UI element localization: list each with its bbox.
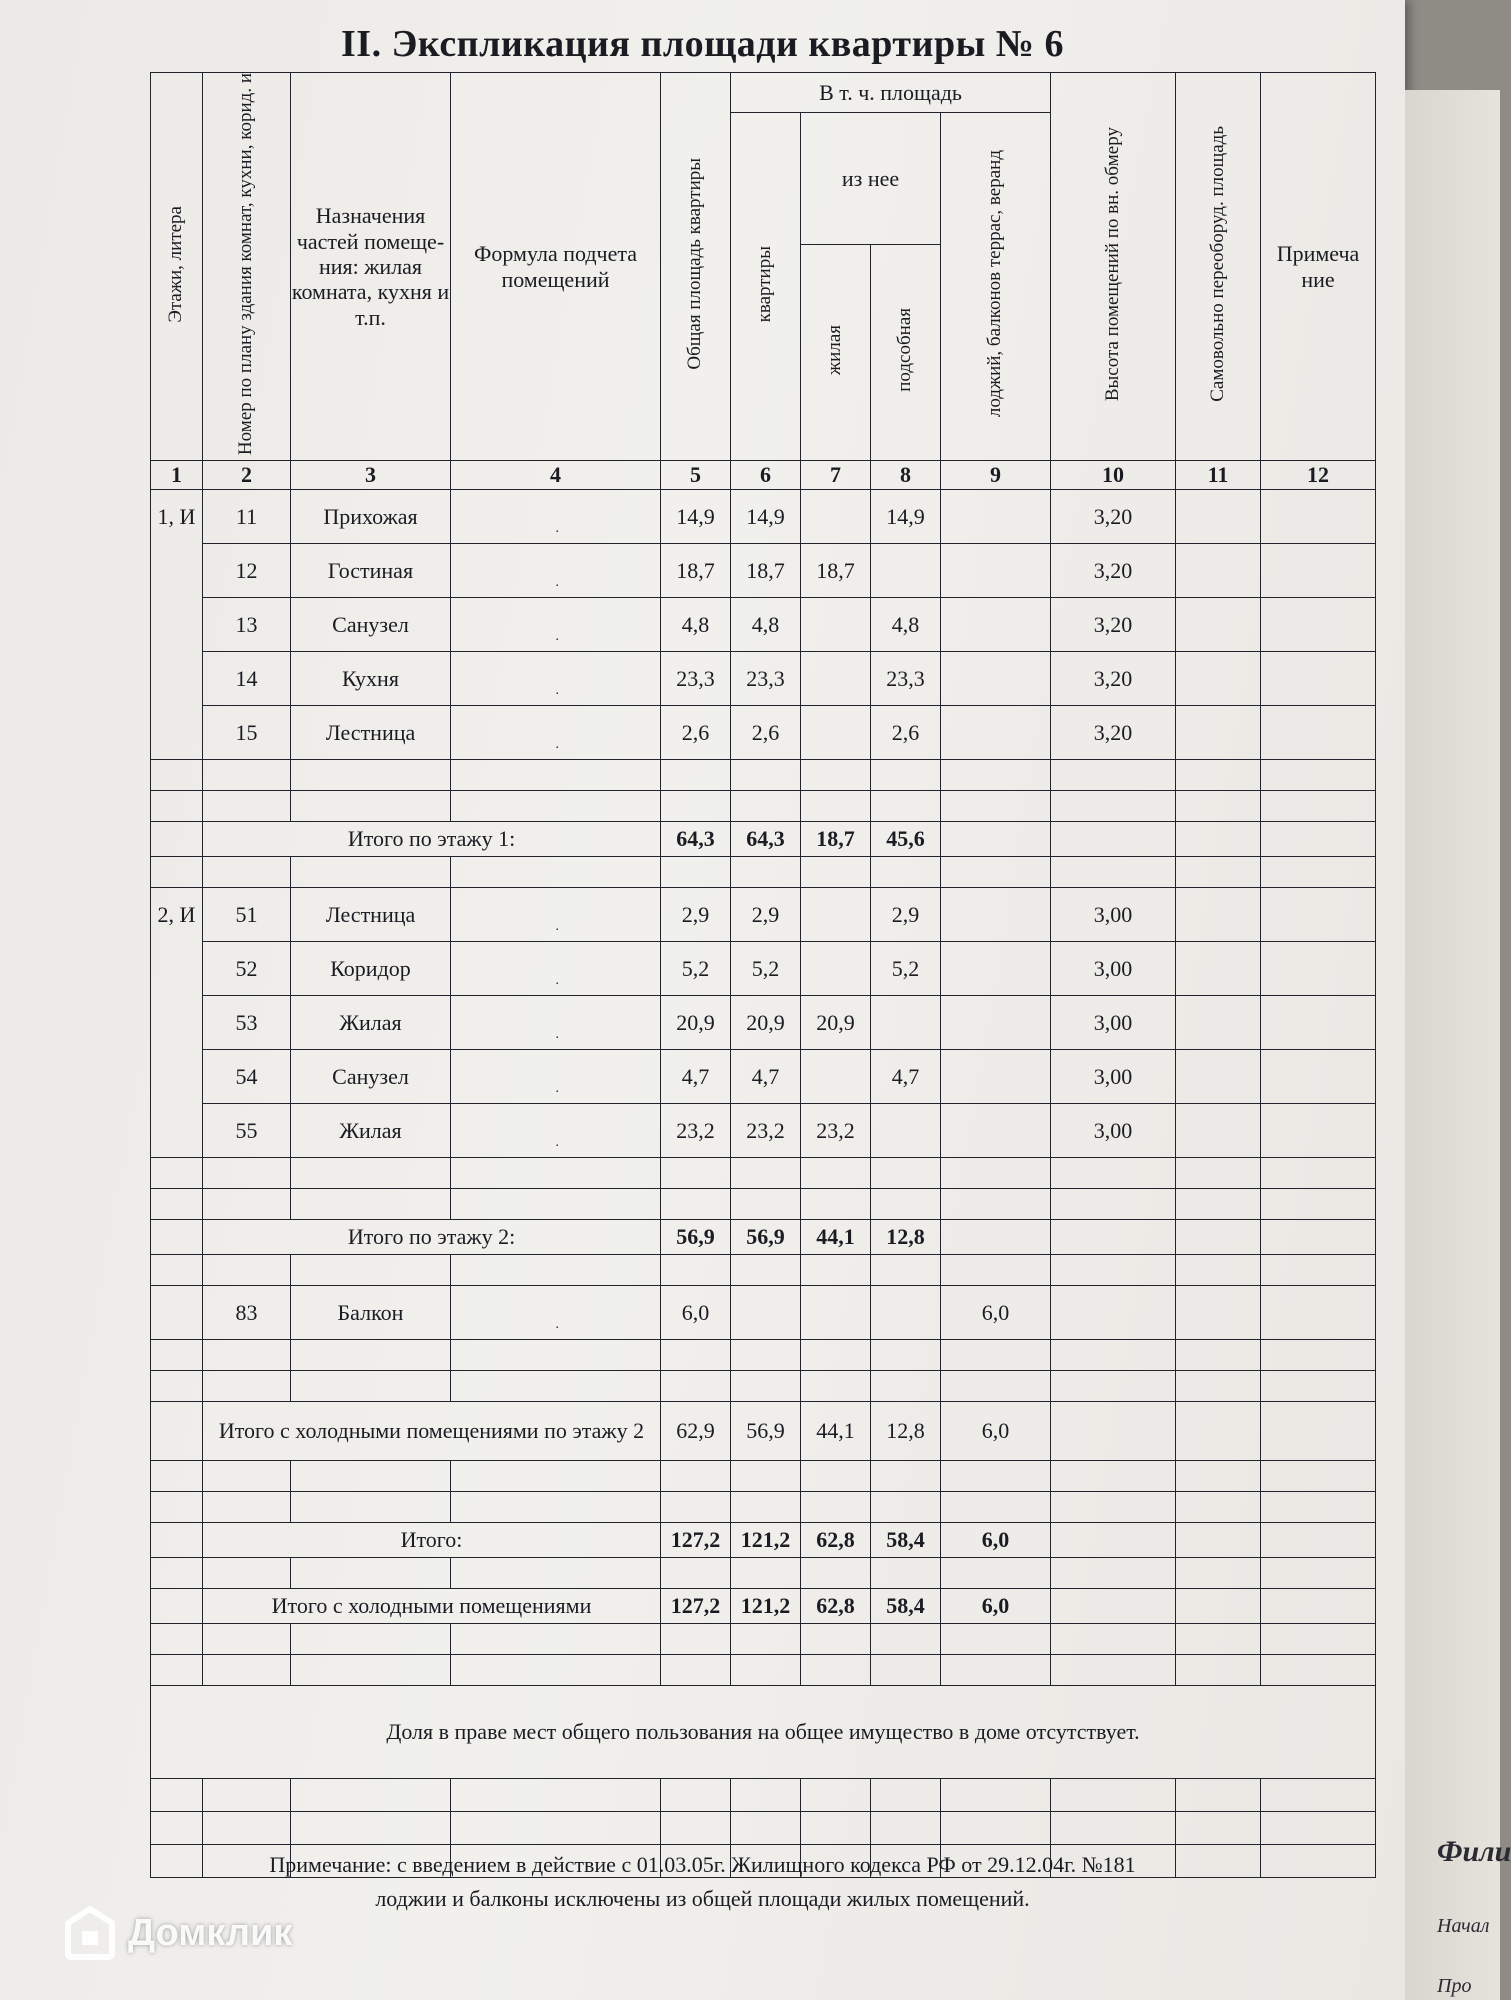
empty-row — [151, 760, 1376, 791]
side-text-3: Про — [1437, 1975, 1472, 1997]
grand-cold-total-row: Итого с холодными помещениями 127,2 121,2 62,8 58,4 6,0 — [151, 1589, 1376, 1624]
adjacent-page — [1405, 90, 1511, 2000]
header-unauthorized: Самовольно переоборуд. площадь — [1176, 73, 1261, 461]
header-note: Примеча ние — [1261, 73, 1376, 461]
empty-row — [151, 1189, 1376, 1220]
header-height: Высота помещений по вн. обмеру — [1051, 73, 1176, 461]
watermark-text: Домклик — [128, 1911, 293, 1954]
empty-row — [151, 857, 1376, 888]
table-row: 1, И 11 Прихожая . 14,9 14,9 14,9 3,20 — [151, 490, 1376, 544]
document-title: II. Экспликация площади квартиры № 6 — [341, 23, 1064, 65]
empty-row — [151, 1779, 1376, 1812]
empty-row — [151, 1340, 1376, 1371]
table-row: 54 Санузел . 4,7 4,7 4,7 3,00 — [151, 1050, 1376, 1104]
footnote-line-2: лоджии и балконы исключены из общей площади жилых помещений. — [375, 1886, 1030, 1911]
empty-row — [151, 1624, 1376, 1655]
empty-row — [151, 1255, 1376, 1286]
header-total-area: Общая площадь квартиры — [661, 73, 731, 461]
grand-total-row: Итого: 127,2 121,2 62,8 58,4 6,0 — [151, 1523, 1376, 1558]
floor2-total-row: Итого по этажу 2: 56,9 56,9 44,1 12,8 — [151, 1220, 1376, 1255]
table-row: 12 Гостиная . 18,7 18,7 18,7 3,20 — [151, 544, 1376, 598]
cold-floor2-total-row: Итого с холодными помещениями по этажу 2 62,9 56,9 44,1 12,8 6,0 — [151, 1402, 1376, 1461]
watermark-logo — [62, 1905, 292, 1961]
empty-row — [151, 1812, 1376, 1845]
column-numbers-row: 1 2 3 4 5 6 7 8 9 10 11 12 — [151, 461, 1376, 490]
table-row: 13 Санузел . 4,8 4,8 4,8 3,20 — [151, 598, 1376, 652]
table-row: 55 Жилая . 23,2 23,2 23,2 3,00 — [151, 1104, 1376, 1158]
header-living: жилая — [801, 245, 871, 461]
side-text-2: Начал — [1437, 1915, 1490, 1937]
side-text-1: Фили — [1437, 1835, 1511, 1868]
table-row: 15 Лестница . 2,6 2,6 2,6 3,20 — [151, 706, 1376, 760]
empty-row — [151, 1655, 1376, 1686]
header-balconies: лоджий, балконов террас, веранд — [941, 113, 1051, 461]
header-floors: Этажи, литера — [151, 73, 203, 461]
table-row: 2, И 51 Лестница . 2,9 2,9 2,9 3,00 — [151, 888, 1376, 942]
floor-label: 1, И — [151, 490, 203, 760]
explication-table-wrapper — [150, 72, 1375, 1782]
header-apartment: квартиры — [731, 113, 801, 461]
empty-row — [151, 1461, 1376, 1492]
table-row: 53 Жилая . 20,9 20,9 20,9 3,00 — [151, 996, 1376, 1050]
header-subgroup: из нее — [801, 113, 941, 245]
floor-label: 2, И — [151, 888, 203, 1158]
header-formula: Формула подчета помещений — [451, 73, 661, 461]
empty-row — [151, 1371, 1376, 1402]
house-logo-icon — [62, 1905, 118, 1961]
header-purpose: Назначения частей помеще-ния: жилая комната, кухня и т.п. — [291, 73, 451, 461]
empty-row — [151, 1492, 1376, 1523]
share-note-row — [151, 1686, 1376, 1779]
table-row: 14 Кухня . 23,3 23,3 23,3 3,20 — [151, 652, 1376, 706]
explication-table — [150, 72, 1376, 1878]
footnote-line-1: Примечание: с введением в действие с 01.03.05г. Жилищного кодекса РФ от 29.12.04г. №181 — [269, 1852, 1136, 1877]
header-auxiliary: подсобная — [871, 245, 941, 461]
floor1-total-row: Итого по этажу 1: 64,3 64,3 18,7 45,6 — [151, 822, 1376, 857]
empty-row — [151, 791, 1376, 822]
table-row-balcony: 83 Балкон . 6,0 6,0 — [151, 1286, 1376, 1340]
table-row: 52 Коридор . 5,2 5,2 5,2 3,00 — [151, 942, 1376, 996]
empty-row — [151, 1158, 1376, 1189]
share-note: Доля в праве мест общего пользования на общее имущество в доме отсутствует. — [151, 1686, 1376, 1779]
header-room-number: Номер по плану здания комнат, кухни, корид. и — [203, 73, 291, 461]
empty-row — [151, 1558, 1376, 1589]
header-group-area: В т. ч. площадь — [731, 73, 1051, 113]
